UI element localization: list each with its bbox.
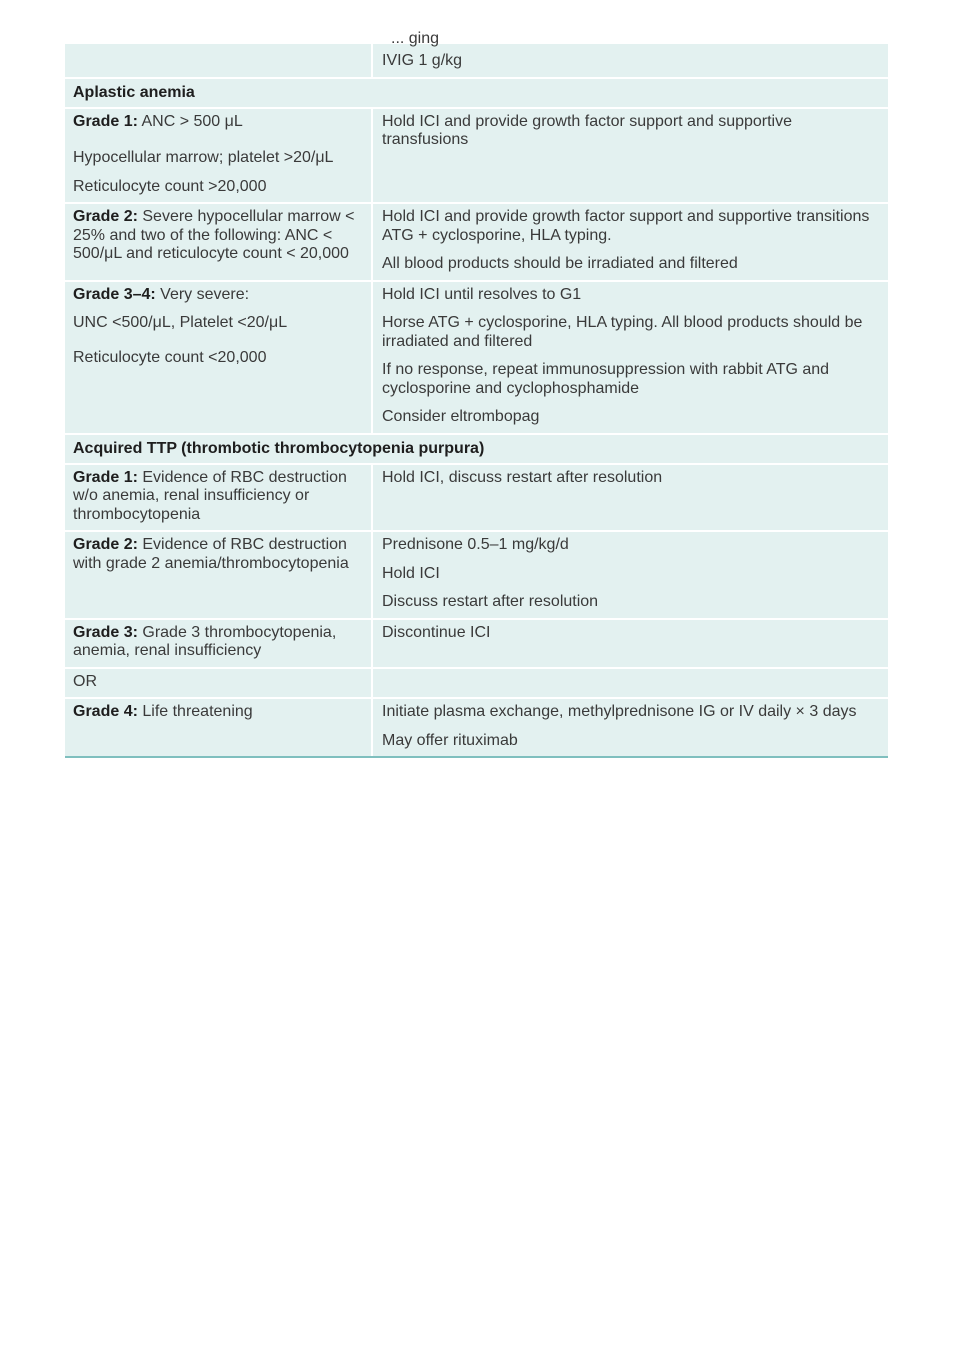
grade-cell [65,204,373,280]
grade-criteria: Very severe: [155,285,250,303]
grade-criteria: Evidence of RBC destruction w/o anemia, renal insufficiency or thrombocytopenia [73,468,347,523]
table-row [65,109,888,205]
grade-criteria: Grade 3 thrombocytopenia, anemia, renal insufficiency [73,623,337,659]
grade-criteria: Reticulocyte count <20,000 [73,348,267,366]
recommendation-text: Hold ICI and provide growth factor support and supportive transfusions [382,112,793,148]
recommendation-text: Consider eltrombopag [382,408,540,425]
recommendation-cell [373,532,888,618]
right-cell [373,30,888,77]
grade-label: Grade 3: [73,623,138,641]
grade-label: Grade 3–4: [73,285,156,303]
recommendation-text: IVIG 1 g/kg [382,52,463,69]
grade-criteria: Life threatening [137,703,253,720]
recommendation-text: Initiate plasma exchange, methylprednisone IG or IV daily × 3 days [382,703,857,720]
table-row [65,465,888,533]
recommendation-text: All blood products should be irradiated and filtered [382,255,738,272]
section-header: Aplastic anemia [65,79,888,109]
grade-cell [65,669,373,698]
table-row [65,204,888,282]
recommendation-cell [373,109,888,203]
treatment-table [65,30,888,758]
grade-criteria: ANC > 500 μL [137,112,243,130]
grade-criteria: Reticulocyte count >20,000 [73,177,267,195]
grade-criteria: UNC <500/μL, Platelet <20/μL [73,314,288,331]
grade-cell [65,282,373,433]
recommendation-text: Hold ICI and provide growth factor support and supportive transitions ATG + cyclosporine, HLA typing. [382,208,870,244]
grade-criteria: OR [73,672,97,690]
grade-criteria: Evidence of RBC destruction with grade 2 anemia/thrombocytopenia [73,536,349,572]
recommendation-text: Hold ICI [382,564,440,582]
grade-cell [65,465,373,531]
recommendation-text: Horse ATG + cyclosporine, HLA typing. All blood products should be irradiated and filtered [382,314,863,350]
recommendation-text: Hold ICI until resolves to G1 [382,285,582,303]
grade-cell [65,532,373,618]
left-cell [65,44,373,77]
recommendation-cell [373,699,888,756]
section-header: Acquired TTP (thrombotic thrombocytopenia purpura) [65,435,888,465]
grade-label: Grade 2: [73,536,138,553]
table-row [65,532,888,620]
recommendation-cell [373,669,888,698]
recommendation-cell [373,465,888,531]
recommendation-text: Hold ICI, discuss restart after resolution [382,468,663,486]
recommendation-text: May offer rituximab [382,731,518,749]
recommendation-text: If no response, repeat immunosuppression with rabbit ATG and cyclosporine and cyclophosphamide [382,361,830,397]
table-row [65,282,888,435]
grade-label: Grade 2: [73,208,138,225]
recommendation-cell [373,282,888,433]
grade-label: Grade 4: [73,703,138,720]
table-row [65,620,888,669]
recommendation-text: Discontinue ICI [382,623,491,641]
recommendation-cell [373,204,888,280]
grade-cell [65,109,373,203]
recommendation-text: Discuss restart after resolution [382,593,599,610]
grade-cell [65,620,373,667]
grade-label: Grade 1: [73,112,138,130]
table-row [65,30,888,79]
grade-criteria: Severe hypocellular marrow < 25% and two of the following: ANC < 500/μL and reticulocyte count < 20,000 [73,208,355,262]
recommendation-cell [373,620,888,667]
table-row [65,669,888,700]
clipped-text-line: ... ging [391,30,440,47]
grade-label: Grade 1: [73,468,138,486]
recommendation-text: Prednisone 0.5–1 mg/kg/d [382,536,569,553]
grade-criteria: Hypocellular marrow; platelet >20/μL [73,149,334,166]
grade-cell [65,699,373,756]
table-row [65,699,888,756]
